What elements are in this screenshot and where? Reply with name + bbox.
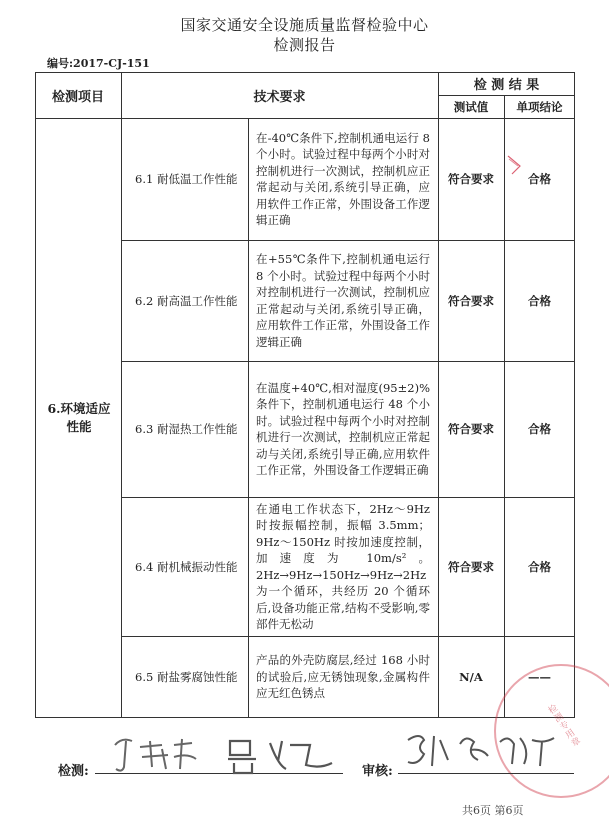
row-requirement: 产品的外壳防腐层,经过 168 小时的试验后,应无锈蚀现象,金属构件应无红色锈点 [256, 653, 430, 701]
row-measured: 符合要求 [448, 422, 494, 436]
header-test-item: 检测项目 [51, 89, 104, 105]
row-measured: N/A [459, 670, 483, 684]
inspector-label: 检测: [58, 764, 89, 779]
report-number: 编号:2017-CJ-151 [47, 57, 150, 70]
seal-text: 检测专用章 [546, 703, 583, 750]
row-measured: 符合要求 [448, 559, 494, 574]
row-item: 6.3 耐湿热工作性能 [135, 422, 238, 436]
reviewer-signature [404, 730, 574, 774]
row-requirement: 在-40℃条件下,控制机通电运行 8 个小时。试验过程中每两个小时对控制机进行一次测试，控制机应正常起动与关闭,系统引导正确，应用软件工作正常，外围设备工作逻辑正确 [256, 130, 430, 227]
row-item: 6.5 耐盐雾腐蚀性能 [135, 670, 238, 684]
row-requirement: 在温度+40℃,相对湿度(95±2)%条件下，控制机通电运行 48 个小时。试验过程中每两个小时对控制机进行一次测试，控制机应正常起动与关闭,系统引导正确,应用软件工作正常，外围设备工作逻辑正确 [256, 380, 430, 477]
row-conclusion: 合格 [528, 422, 551, 436]
row-conclusion: 合格 [528, 559, 551, 574]
header-requirement: 技术要求 [253, 89, 306, 105]
row-requirement: 在通电工作状态下，2Hz～9Hz 时按振幅控制，振幅 3.5mm；9Hz～150Hz 时按加速度控制，加速度为 10m/s²。2Hz→9Hz→150Hz→9Hz→2Hz 为一个循环，共经历 20 个循环后,设备功能正常,结构不受影响,零部件无松动 [256, 501, 430, 631]
row-measured: 符合要求 [448, 293, 494, 308]
category-cell: 6.环境适应性能 [47, 401, 111, 434]
row-conclusion: 合格 [528, 172, 551, 186]
check-mark-icon [506, 152, 536, 178]
row-measured: 符合要求 [448, 172, 494, 186]
row-conclusion: 合格 [528, 293, 551, 308]
inspector-signature [110, 735, 340, 777]
header-results: 检 测 结 果 [473, 78, 540, 93]
row-item: 6.1 耐低温工作性能 [135, 172, 238, 186]
page-indicator: 共6页 第6页 [462, 804, 524, 817]
row-item: 6.4 耐机械振动性能 [135, 559, 238, 574]
reviewer-label: 审核: [362, 764, 393, 779]
row-item: 6.2 耐高温工作性能 [135, 293, 238, 308]
header-conclusion: 单项结论 [516, 99, 563, 114]
row-requirement: 在+55℃条件下,控制机通电运行 8 个小时。试验过程中每两个小时对控制机进行一次测试，控制机应正常起动与关闭,系统引导正确，应用软件工作正常，外围设备工作逻辑正确 [256, 252, 430, 349]
header-measured: 测试值 [453, 99, 489, 114]
center-name: 国家交通安全设施质量监督检验中心 [180, 16, 429, 34]
row-conclusion: —— [528, 670, 551, 684]
document-title: 检测报告 [273, 36, 336, 54]
